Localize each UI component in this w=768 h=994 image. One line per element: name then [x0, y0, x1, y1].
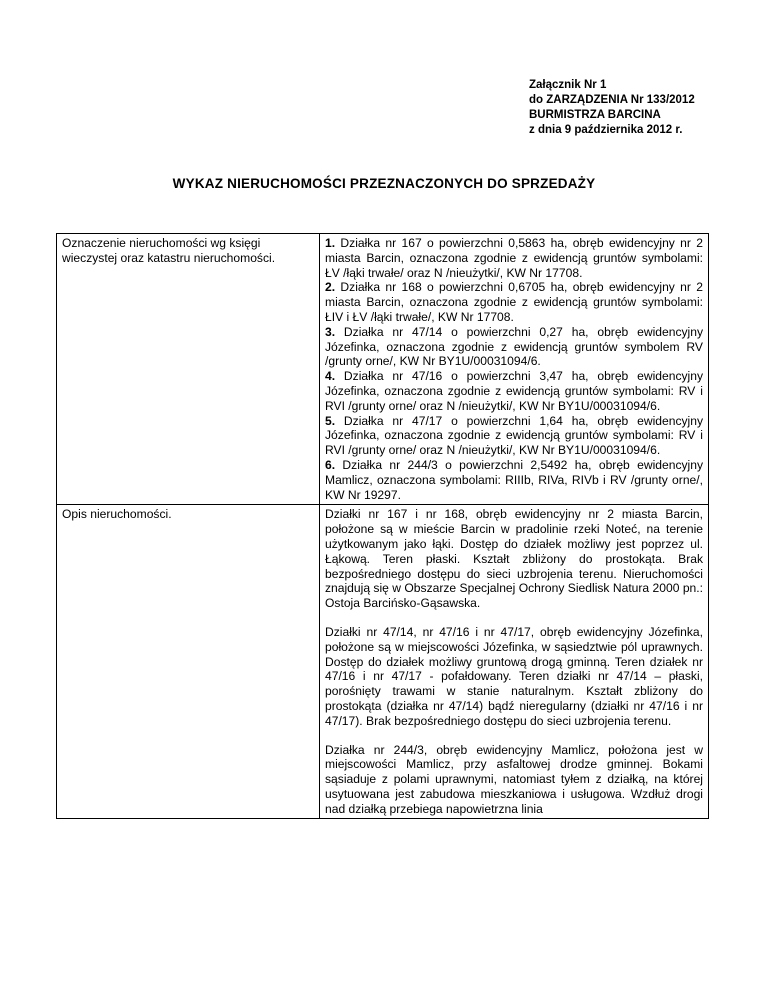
list-item [325, 325, 703, 369]
item-text: Działka nr 47/16 o powierzchni 3,47 ha, obręb ewidencyjny Józefinka, oznaczona zgodnie z ewidencją gruntów symbolami: RV i RVI /grunty orne/ oraz N /nieużytki/, KW Nr BY1U/00031094/6. [325, 369, 703, 413]
description-cell [320, 505, 709, 819]
item-text: Działka nr 167 o powierzchni 0,5863 ha, obręb ewidencyjny nr 2 miasta Barcin, oznaczona zgodnie z ewidencją gruntów symbolami: ŁV /łąki trwałe/ oraz N /nieużytki/, KW Nr 17708. [325, 236, 703, 280]
designation-list [320, 234, 709, 505]
row-label-description: Opis nieruchomości. [57, 505, 320, 819]
item-text: Działka nr 168 o powierzchni 0,6705 ha, obręb ewidencyjny nr 2 miasta Barcin, oznaczona zgodnie z ewidencją gruntów symbolami: ŁIV i ŁV /łąki trwałe/, KW Nr 17708. [325, 280, 703, 324]
list-item [325, 458, 703, 502]
list-item [325, 369, 703, 413]
item-number: 1. [325, 236, 336, 250]
description-paragraph: Działki nr 167 i nr 168, obręb ewidencyjny nr 2 miasta Barcin, położone są w mieście Barcin w pradolinie rzeki Noteć, na terenie użytkowanym jako łąki. Dostęp do działek możliwy jest poprzez ul. Łąkową. Teren płaski. Kształt zbliżony do prostokąta. Brak bezpośredniego dostępu do sieci uzbrojenia terenu. Nieruchomości znajdują się w Obszarze Specjalnej Ochrony Siedlisk Natura 2000 pn.: Ostoja Barcińsko-Gąsawska. [325, 507, 703, 611]
document-title: WYKAZ NIERUCHOMOŚCI PRZEZNACZONYCH DO SPRZEDAŻY [172, 176, 596, 191]
item-number: 6. [325, 457, 336, 472]
item-number: 2. [325, 280, 336, 295]
item-text: Działka nr 244/3 o powierzchni 2,5492 ha, obręb ewidencyjny Mamlicz, oznaczona symbolami: RIIIb, RIVa, RIVb i RV /grunty orne/, KW Nr 19297. [325, 457, 703, 502]
item-text: Działka nr 47/17 o powierzchni 1,64 ha, obręb ewidencyjny Józefinka, oznaczona zgodnie z ewidencją gruntów symbolami: RV i RVI /grunty orne/ oraz N /nieużytki/, KW Nr BY1U/00031094/6. [325, 413, 703, 458]
row-label-designation: Oznaczenie nieruchomości wg księgi wieczystej oraz katastru nieruchomości. [57, 234, 320, 505]
list-item [325, 280, 703, 324]
attachment-header [529, 78, 695, 138]
item-number: 4. [325, 369, 336, 384]
table-row [57, 505, 709, 819]
attachment-line-2: do ZARZĄDZENIA Nr 133/2012 [529, 94, 695, 106]
attachment-line-4: z dnia 9 października 2012 r. [529, 124, 683, 136]
attachment-line-1: Załącznik Nr 1 [529, 79, 607, 91]
description-paragraph: Działki nr 47/14, nr 47/16 i nr 47/17, obręb ewidencyjny Józefinka, położone są w miejscowości Józefinka, w sąsiedztwie pól uprawnych. Dostęp do działek możliwy gruntową drogą gminną. Teren działek nr 47/16 i nr 47/17 - pofałdowany. Teren działki nr 47/14 – płaski, porośnięty trawami w stanie naturalnym. Kształt zbliżony do prostokąta (działka nr 47/14) bądź nieregularny (działki nr 47/16 i nr 47/17). Brak bezpośredniego dostępu do sieci uzbrojenia terenu. [325, 624, 703, 728]
item-text: Działka nr 47/14 o powierzchni 0,27 ha, obręb ewidencyjny Józefinka, oznaczona zgodnie z ewidencją gruntów symbolem RV /grunty orne/, KW Nr BY1U/00031094/6. [325, 324, 703, 369]
list-item [325, 236, 703, 280]
description-paragraph: Działka nr 244/3, obręb ewidencyjny Mamlicz, położona jest w miejscowości Mamlicz, przy asfaltowej drodze gminnej. Bokami sąsiaduje z polami uprawnymi, natomiast tyłem z działką, na której usytuowana jest zabudowa mieszkaniowa i usługowa. Wzdłuż drogi nad działką przebiega napowietrzna linia [325, 742, 703, 816]
property-table [56, 233, 709, 819]
item-number: 5. [325, 413, 336, 428]
list-item [325, 414, 703, 458]
item-number: 3. [325, 324, 336, 339]
table-row [57, 234, 709, 505]
attachment-line-3: BURMISTRZA BARCINA [529, 109, 661, 121]
